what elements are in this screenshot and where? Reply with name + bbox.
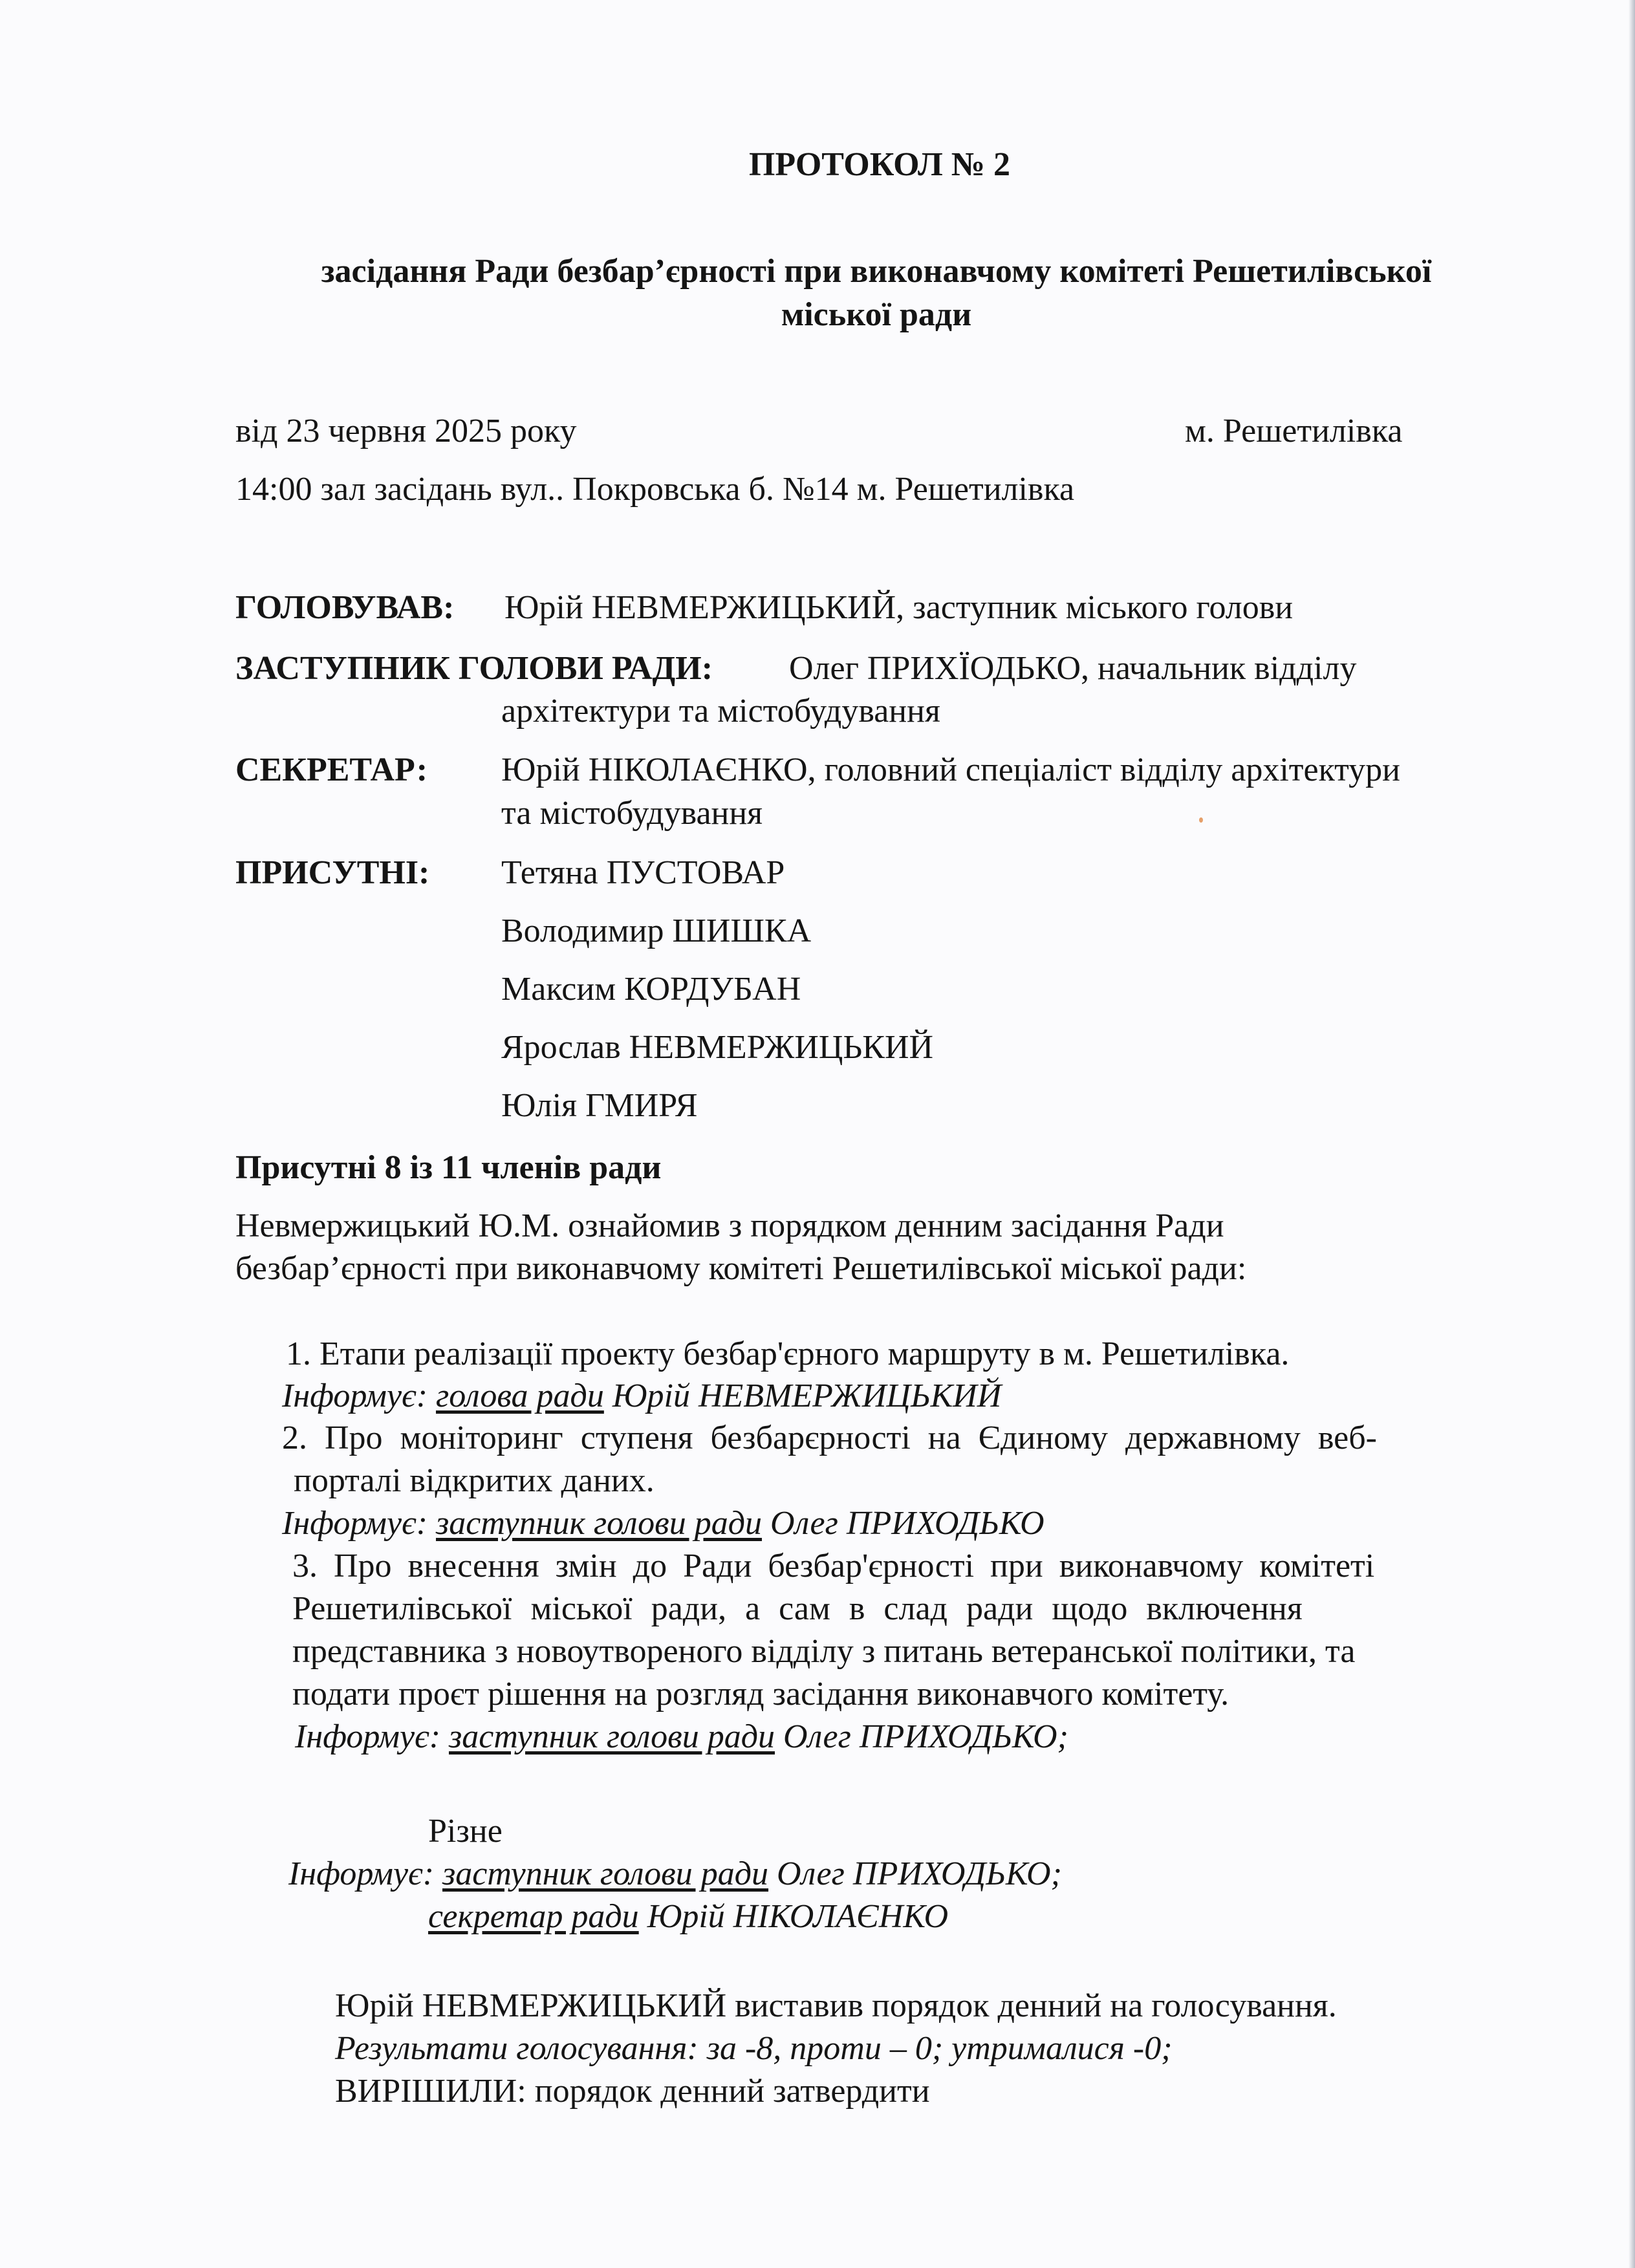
chair-label: ГОЛОВУВАВ:	[235, 589, 455, 626]
agenda-item-2-line1: 2. Про моніторинг ступеня безбарєрності на Єдиному державному веб-	[282, 1420, 1377, 1456]
present-label: ПРИСУТНІ:	[235, 854, 430, 891]
agenda-item-3-line1: 3. Про внесення змін до Ради безбар'єрності при виконавчому комітеті	[292, 1548, 1375, 1584]
secretary-value-line2: та містобудування	[501, 795, 763, 832]
intro-line1: Невмержицький Ю.М. ознайомив з порядком денним засідання Ради	[235, 1207, 1224, 1244]
agenda-item-2-line2: порталі відкритих даних.	[294, 1462, 655, 1499]
present-member: Тетяна ПУСТОВАР	[501, 854, 785, 891]
informs-role: заступник голови ради	[449, 1718, 775, 1755]
agenda-item-3-line3: представника з новоутвореного відділу з питань ветеранської політики, та	[292, 1633, 1356, 1670]
present-member: Ярослав НЕВМЕРЖИЦЬКИЙ	[501, 1029, 934, 1066]
informs-label: Інформує:	[282, 1505, 428, 1542]
deputy-label: ЗАСТУПНИК ГОЛОВИ РАДИ:	[235, 650, 713, 687]
deputy-value-line2: архітектури та містобудування	[501, 693, 940, 729]
scan-speck	[1199, 817, 1203, 823]
vote-statement: Юрій НЕВМЕРЖИЦЬКИЙ виставив порядок денний на голосування.	[335, 1987, 1337, 2024]
agenda-item-1: 1. Етапи реалізації проекту безбар'єрного маршруту в м. Решетилівка.	[286, 1335, 1290, 1372]
present-member: Юлія ГМИРЯ	[501, 1087, 698, 1124]
chair-value: Юрій НЕВМЕРЖИЦЬКИЙ, заступник міського голови	[504, 589, 1294, 626]
agenda-item-3-line4: подати проєт рішення на розгляд засідання виконавчого комітету.	[292, 1676, 1229, 1712]
quorum-statement: Присутні 8 із 11 членів ради	[235, 1149, 662, 1186]
meeting-date: від 23 червня 2025 року	[235, 413, 577, 449]
present-member: Володимир ШИШКА	[501, 913, 812, 949]
informs-label: Інформує:	[282, 1377, 428, 1414]
secretary-value-line1: Юрій НІКОЛАЄНКО, головний спеціаліст відділу архітектури	[501, 751, 1401, 788]
informs-role: секретар ради	[428, 1898, 639, 1935]
misc-informs-secretary	[428, 1896, 948, 1938]
agenda-item-1-informs	[282, 1376, 1001, 1417]
informs-name: Юрій НЕВМЕРЖИЦЬКИЙ	[612, 1377, 1002, 1414]
page-edge-shadow	[1629, 0, 1635, 2268]
protocol-subtitle-line1: засідання Ради безбар’єрності при виконавчому комітеті Решетилівської	[321, 253, 1432, 290]
agenda-item-3-line2: Решетилівської міської ради, а сам в слад ради щодо включення	[292, 1590, 1303, 1627]
informs-name: Олег ПРИХОДЬКО	[770, 1505, 1045, 1542]
informs-name: Олег ПРИХОДЬКО;	[777, 1855, 1062, 1892]
meeting-city: м. Решетилівка	[1185, 413, 1403, 449]
vote-decision: ВИРІШИЛИ: порядок денний затвердити	[335, 2073, 930, 2110]
secretary-label: СЕКРЕТАР:	[235, 751, 428, 788]
intro-line2: безбар’єрності при виконавчому комітеті Решетилівської міської ради:	[235, 1250, 1247, 1287]
present-member: Максим КОРДУБАН	[501, 971, 801, 1008]
informs-name: Олег ПРИХОДЬКО;	[783, 1718, 1068, 1755]
informs-label: Інформує:	[288, 1855, 435, 1892]
deputy-value-line1: Олег ПРИХЇОДЬКО, начальник відділу	[789, 650, 1357, 687]
agenda-item-2-informs	[282, 1503, 1045, 1544]
vote-results: Результати голосування: за -8, проти – 0; утрималися -0;	[335, 2030, 1173, 2067]
informs-role: заступник голови ради	[436, 1505, 763, 1542]
informs-role: заступник голови ради	[442, 1855, 769, 1892]
informs-label: Інформує:	[295, 1718, 441, 1755]
informs-name: Юрій НІКОЛАЄНКО	[647, 1898, 948, 1935]
misc-title: Різне	[428, 1813, 503, 1850]
informs-role: голова ради	[436, 1377, 604, 1414]
protocol-title: ПРОТОКОЛ № 2	[748, 146, 1011, 183]
protocol-subtitle-line2: міської ради	[781, 296, 972, 333]
agenda-item-3-informs	[295, 1716, 1068, 1758]
meeting-time-place: 14:00 зал засідань вул.. Покровська б. №14 м. Решетилівка	[235, 471, 1075, 508]
misc-informs	[288, 1853, 1062, 1895]
